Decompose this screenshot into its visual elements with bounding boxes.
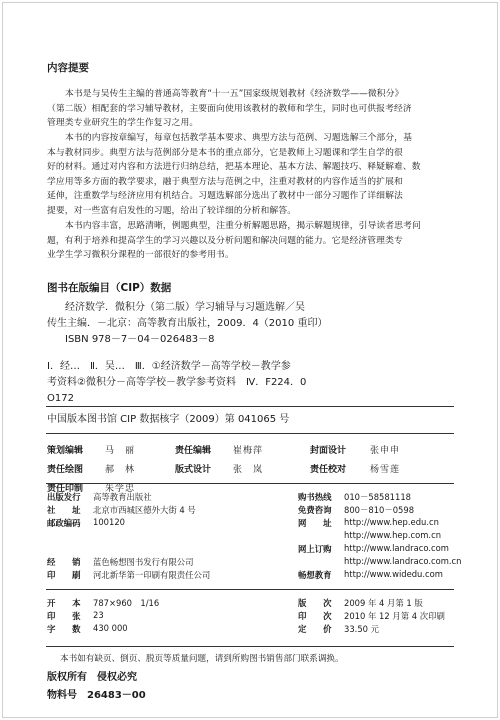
publisher-info xyxy=(47,491,462,601)
material-number: 物料号 26483－00 xyxy=(47,690,146,701)
publisher-label: 购书热线 xyxy=(298,492,332,502)
cip-cataloging-note: 中国版本图书馆 CIP 数据核字（2009）第 041065 号 xyxy=(47,414,290,425)
publisher-value: 高等教育出版社 xyxy=(93,492,152,502)
cip-subjects xyxy=(47,359,306,406)
summary-p3-line: 题，有利于培养和提高学生的学习兴趣以及分析问题和解决问题的能力。它是经济管理类专 xyxy=(47,235,403,246)
cip-entry xyxy=(47,300,327,347)
publisher-label: 网 址 xyxy=(298,518,332,528)
staff-name: 张申申 xyxy=(370,446,401,456)
cip-isbn: ISBN 978－7－04－026483－8 xyxy=(65,333,215,345)
summary-paragraph-3 xyxy=(47,219,457,263)
publisher-label: 邮政编码 xyxy=(47,518,81,528)
staff-label: 策划编辑 xyxy=(47,446,84,456)
summary-p2-line: 延伸，注重数学与经济应用有机结合。习题选解部分选出了教材中一部分习题作了详细解法 xyxy=(47,191,403,202)
publisher-value: 北京市西城区德外大街 4 号 xyxy=(93,505,196,515)
spec-value: 23 xyxy=(93,610,104,620)
staff-name: 杨雪莲 xyxy=(370,465,401,475)
website-link: http://www.landraco.com xyxy=(344,543,449,553)
publisher-value: 800－810－0598 xyxy=(344,505,415,515)
website-link: http://www.widedu.com xyxy=(344,569,443,579)
publisher-label: 出版发行 xyxy=(47,492,81,502)
staff-name: 马 丽 xyxy=(105,446,136,456)
publisher-label: 经 销 xyxy=(47,557,81,567)
summary-paragraph-2 xyxy=(47,131,457,219)
cip-line: 传生主编．－北京：高等教育出版社，2009．4（2010 重印） xyxy=(47,317,328,329)
staff-name: 朱学忠 xyxy=(105,484,136,494)
website-link: http://www.hep.com.cn xyxy=(344,530,441,540)
staff-name: 张 岚 xyxy=(233,465,264,475)
divider xyxy=(46,589,454,590)
publisher-value: 河北新华第一印刷有限责任公司 xyxy=(93,570,211,580)
publisher-label: 印 刷 xyxy=(47,570,81,580)
staff-name: 郝 林 xyxy=(105,465,136,475)
spec-value: 430 000 xyxy=(93,623,128,633)
divider xyxy=(46,483,454,484)
publisher-value: 010－58581118 xyxy=(344,492,411,502)
summary-p2-line: 提要，对一些富有启发性的习题，给出了较详细的分析和解答。 xyxy=(47,205,297,216)
summary-p2-line: 学应用等多方面的教学要求，融于典型方法与范例之中，注重对教材的内容作适当的扩展和 xyxy=(47,176,403,187)
spec-value: 33.50 元 xyxy=(344,624,380,634)
staff-label: 封面设计 xyxy=(310,446,347,456)
spec-value: 2009 年 4 月第 1 版 xyxy=(344,598,423,608)
spec-label: 印 次 xyxy=(298,611,332,621)
publisher-value: 蓝色畅想图书发行有限公司 xyxy=(93,557,194,567)
staff-label: 责任编辑 xyxy=(175,446,212,456)
cip-line: 经济数学．微积分（第二版）学习辅导与习题选解／吴 xyxy=(65,302,305,313)
publisher-value: 100120 xyxy=(93,517,125,527)
quality-note: 本书如有缺页、倒页、脱页等质量问题，请到所购图书销售部门联系调换。 xyxy=(60,654,344,664)
publisher-label: 网上订购 xyxy=(298,544,332,554)
summary-paragraph-1 xyxy=(47,87,457,131)
copyright-notice: 版权所有 侵权必究 xyxy=(47,672,137,683)
divider xyxy=(46,433,454,434)
spec-label: 字 数 xyxy=(47,624,81,634)
cip-subject-line: 考资料②微积分－高等学校－教学参考资料 Ⅳ．F224．0 xyxy=(47,376,307,388)
summary-heading: 内容提要 xyxy=(47,62,89,74)
spec-label: 印 张 xyxy=(47,611,81,621)
spec-value: 787×960 1/16 xyxy=(93,598,160,608)
cip-subject-line: Ⅰ．经… Ⅱ．吴… Ⅲ．①经济数学－高等学校－教学参 xyxy=(47,361,291,372)
website-link: http://www.landraco.com.cn xyxy=(344,556,462,566)
staff-label: 责任绘图 xyxy=(47,465,84,475)
spec-label: 版 次 xyxy=(298,598,332,608)
summary-p2-line: 本书的内容按章编写，每章包括教学基本要求、典型方法与范例、习题选解三个部分，基 xyxy=(65,133,412,143)
spec-value: 2010 年 12 月第 4 次印刷 xyxy=(344,611,445,621)
summary-p3-line: 本书内容丰富，思路清晰，例题典型，注重分析解题思路，揭示解题规律，引导读者思考问 xyxy=(65,221,421,231)
summary-p1-line: 本书是与吴传生主编的普通高等教育“十一五”国家级规划教材《经济数学——微积分》 xyxy=(65,89,404,99)
summary-p2-line: 本与教材同步。典型方法与范例部分是本书的重点部分，它是教师上习题课和学生自学的很 xyxy=(47,147,403,158)
website-link: http://www.hep.edu.cn xyxy=(344,517,439,527)
staff-label: 版式设计 xyxy=(175,465,212,475)
summary-p1-line: （第二版）相配套的学习辅导教材，主要面向使用该教材的教师和学生，同时也可供报考经济 xyxy=(47,103,412,114)
cip-subject-line: O172 xyxy=(47,392,74,404)
spec-label: 开 本 xyxy=(47,598,81,608)
staff-label: 责任校对 xyxy=(310,465,347,475)
publisher-label: 社 址 xyxy=(47,505,81,515)
spec-label: 定 价 xyxy=(298,624,332,634)
summary-p2-line: 好的材料。通过对内容和方法进行归纳总结，把基本理论、基本方法、解题技巧、释疑解难、数 xyxy=(47,162,421,173)
staff-name: 崔梅萍 xyxy=(233,446,264,456)
publisher-label: 畅想教育 xyxy=(298,570,332,580)
summary-p1-line: 管理类专业研究生的学生作复习之用。 xyxy=(47,118,199,129)
summary-p3-line: 业学生学习微积分课程的一部很好的参考用书。 xyxy=(47,250,234,261)
publisher-label: 免费咨询 xyxy=(298,505,332,515)
cip-heading: 图书在版编目（CIP）数据 xyxy=(47,282,172,294)
staff-label: 责任印制 xyxy=(47,484,84,494)
divider xyxy=(46,406,454,407)
divider xyxy=(46,646,454,647)
print-specs xyxy=(47,597,457,639)
